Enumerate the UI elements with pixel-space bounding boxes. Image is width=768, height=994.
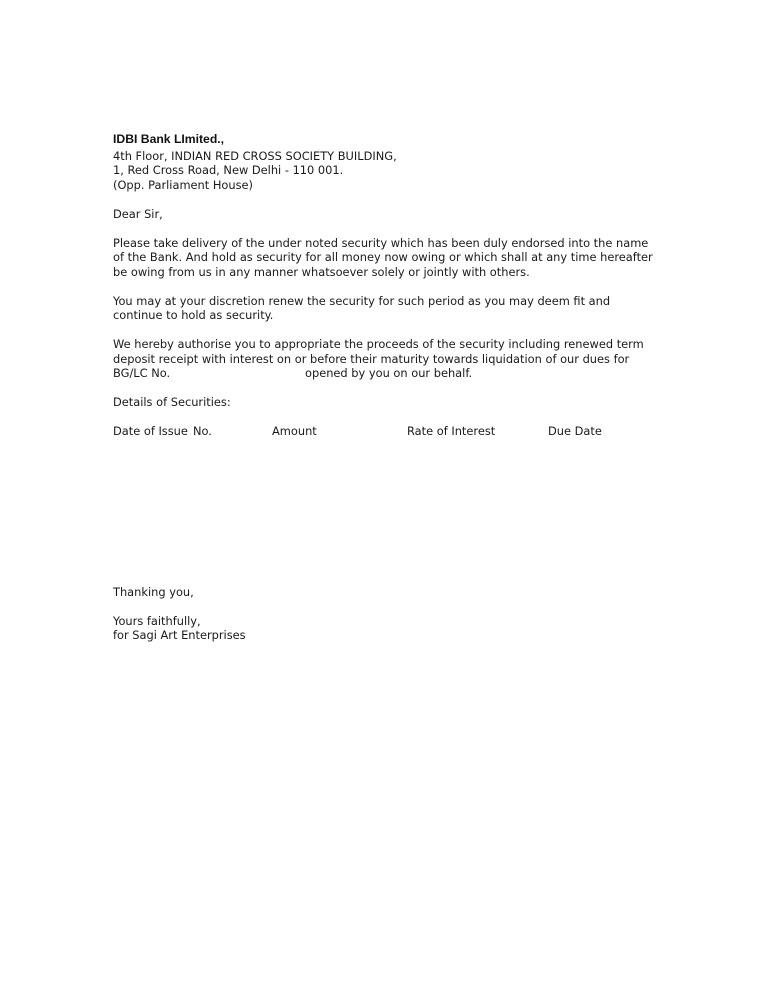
column-amount: Amount (272, 424, 317, 438)
column-due-date: Due Date (548, 424, 602, 438)
bank-name: IDBI Bank LImited., (113, 132, 225, 146)
column-no: No. (193, 424, 212, 438)
closing-line: Yours faithfully, (113, 614, 201, 628)
para1-line-3: be owing from us in any manner whatsoever solely or jointly with others. (113, 265, 530, 279)
para1-line-2: of the Bank. And hold as security for all money now owing or which shall at any time hereafter (113, 250, 653, 264)
details-heading: Details of Securities: (113, 395, 231, 409)
para2-line-2: continue to hold as security. (113, 308, 274, 322)
column-rate-of-interest: Rate of Interest (407, 424, 496, 438)
signatory-line: for Sagi Art Enterprises (113, 628, 246, 642)
address-line-1: 4th Floor, INDIAN RED CROSS SOCIETY BUILDING, (113, 149, 397, 163)
para3-line-1: We hereby authorise you to appropriate the proceeds of the security including renewed term (113, 337, 644, 351)
opened-on-behalf-text: opened by you on our behalf. (305, 366, 473, 380)
column-date-of-issue: Date of Issue (113, 424, 188, 438)
para3-line-3 (113, 366, 472, 380)
salutation: Dear Sir, (113, 207, 163, 221)
bg-lc-number-label: BG/LC No. (113, 366, 171, 380)
securities-table-header (0, 424, 768, 440)
para3-line-2: deposit receipt with interest on or before their maturity towards liquidation of our dues for (113, 352, 630, 366)
address-line-2: 1, Red Cross Road, New Delhi - 110 001. (113, 163, 344, 177)
para1-line-1: Please take delivery of the under noted security which has been duly endorsed into the name (113, 236, 649, 250)
para2-line-1: You may at your discretion renew the security for such period as you may deem fit and (113, 294, 611, 308)
address-line-3: (Opp. Parliament House) (113, 178, 253, 192)
thanks-line: Thanking you, (113, 585, 194, 599)
